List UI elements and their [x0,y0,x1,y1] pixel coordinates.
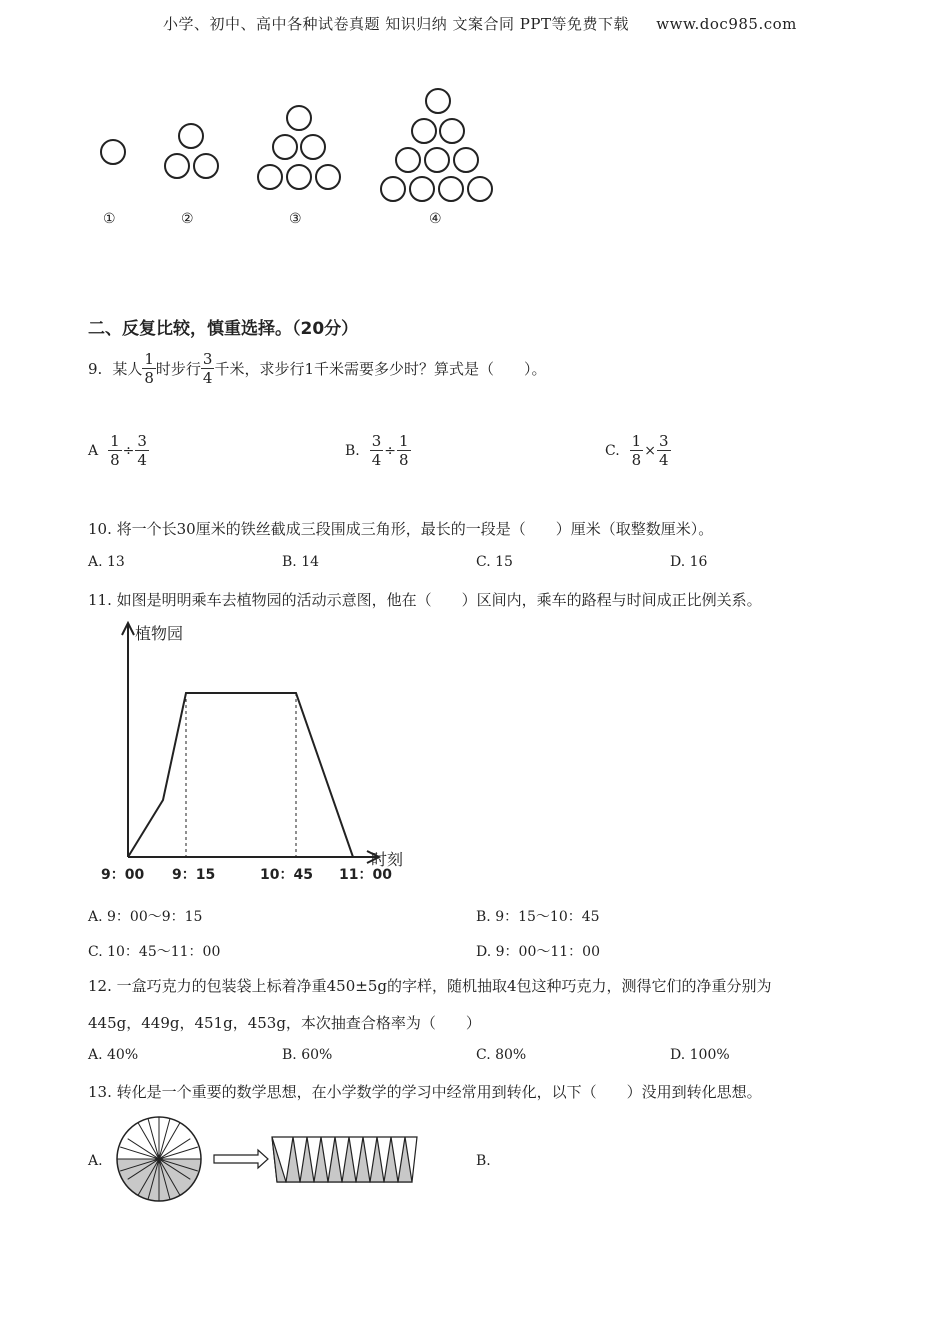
frac-den: 8 [399,451,409,469]
pattern-circle [287,106,311,130]
question-9 [88,350,546,387]
pattern-circle [425,148,449,172]
q13-option-a[interactable]: A. [88,1153,103,1169]
tick-label: 10：45 [260,867,313,883]
question-10: 10. 将一个长30厘米的铁丝截成三段围成三角形，最长的一段是（ ）厘米（取整数厘米）。 [88,520,714,538]
rearranged-strip [272,1137,417,1182]
operator: ÷ [384,442,397,459]
q9-number: 9. [88,359,103,378]
y-axis-label: 植物园 [135,624,184,643]
q10-option-a[interactable]: A. 13 [88,554,125,570]
q11-option-c[interactable]: C. 10：45～11：00 [88,944,221,960]
frac-den: 8 [631,451,642,469]
header-text: 小学、初中、高中各种试卷真题 知识归纳 文案合同 PPT等免费下载 [163,15,629,33]
q9-option-a[interactable] [88,432,149,469]
q11-option-b[interactable]: B. 9：15～10：45 [476,909,600,925]
pattern-circle [101,140,125,164]
pattern-circle [165,154,189,178]
circle-to-rectangle-figure [112,1114,422,1209]
q10-option-c[interactable]: C. 15 [476,554,513,570]
q12-option-c[interactable]: C. 80% [476,1047,527,1063]
tick-label: 9：00 [101,867,145,883]
frac-den: 8 [110,451,120,469]
divided-circle [117,1117,201,1201]
x-axis-label: 时刻 [371,850,404,869]
route-line [128,693,353,857]
q11-option-d[interactable]: D. 9：00～11：00 [476,944,600,960]
pattern-circle [258,165,282,189]
figure-label-4: ④ [429,211,442,227]
q9-suffix: 千米，求步行1千米需要多少时？算式是（ ）。 [214,360,547,378]
frac-num: 1 [631,432,642,450]
option-label: C. [605,442,620,459]
pattern-circle [426,89,450,113]
q9-fraction-2 [201,350,215,387]
pattern-circle [440,119,464,143]
pattern-circle [468,177,492,201]
pattern-circle [301,135,325,159]
figure-label-2: ② [181,211,194,227]
pattern-circle [316,165,340,189]
q10-option-d[interactable]: D. 16 [670,554,708,570]
pattern-circle [194,154,218,178]
operator: ÷ [122,442,135,459]
pattern-circle [179,124,203,148]
frac-num: 3 [371,432,382,450]
pattern-circle [454,148,478,172]
tick-label: 9：15 [172,867,216,883]
pattern-circle [287,165,311,189]
q9-frac2-den: 4 [202,369,213,387]
q13-option-b[interactable]: B. [476,1153,491,1169]
question-11: 11. 如图是明明乘车去植物园的活动示意图，他在（ ）区间内，乘车的路程与时间成正比例关系。 [88,591,762,609]
pattern-circle [381,177,405,201]
q9-option-c[interactable] [605,432,671,469]
question-12-line-1: 12. 一盒巧克力的包装袋上标着净重450±5g的字样，随机抽取4包这种巧克力，测得它们的净重分别为 [88,977,772,995]
question-13: 13. 转化是一个重要的数学思想，在小学数学的学习中经常用到转化，以下（ ）没用到转化思想。 [88,1083,762,1101]
q9-prefix: 某人 [112,360,143,378]
q11-option-a[interactable]: A. 9：00～9：15 [88,909,203,925]
q12-option-d[interactable]: D. 100% [670,1047,730,1063]
pattern-circle [273,135,297,159]
q9-fraction-1 [142,350,156,387]
q12-option-a[interactable]: A. 40% [88,1047,139,1063]
header-url[interactable]: www.doc985.com [656,15,797,33]
frac-den: 4 [658,451,669,469]
option-label: B. [345,442,360,459]
pattern-circle [396,148,420,172]
option-label: A [88,442,99,459]
figure-label-1: ① [103,211,116,227]
transform-arrow [214,1150,268,1168]
frac-den: 4 [137,451,147,469]
question-12-line-2: 445g，449g，451g，453g，本次抽查合格率为（ ） [88,1014,481,1032]
frac-den: 4 [371,451,382,469]
q12-option-b[interactable]: B. 60% [282,1047,333,1063]
frac-num: 1 [399,432,409,450]
q9-frac1-den: 8 [144,369,154,387]
tick-label: 11：00 [339,867,392,883]
pattern-circle [412,119,436,143]
page-header [163,13,797,34]
q9-option-b[interactable] [345,432,411,469]
pattern-circle [439,177,463,201]
q9-frac1-num: 1 [144,350,154,368]
q10-option-b[interactable]: B. 14 [282,554,320,570]
operator: × [644,442,656,459]
figure-label-3: ③ [289,211,302,227]
frac-num: 1 [110,432,120,450]
frac-num: 3 [137,432,147,450]
pattern-circle [410,177,434,201]
section-title: 二、反复比较，慎重选择。（20分） [88,319,359,339]
q9-mid: 时步行 [155,360,201,378]
frac-num: 3 [658,432,669,450]
q9-frac2-num: 3 [202,350,213,368]
travel-graph [95,615,415,890]
